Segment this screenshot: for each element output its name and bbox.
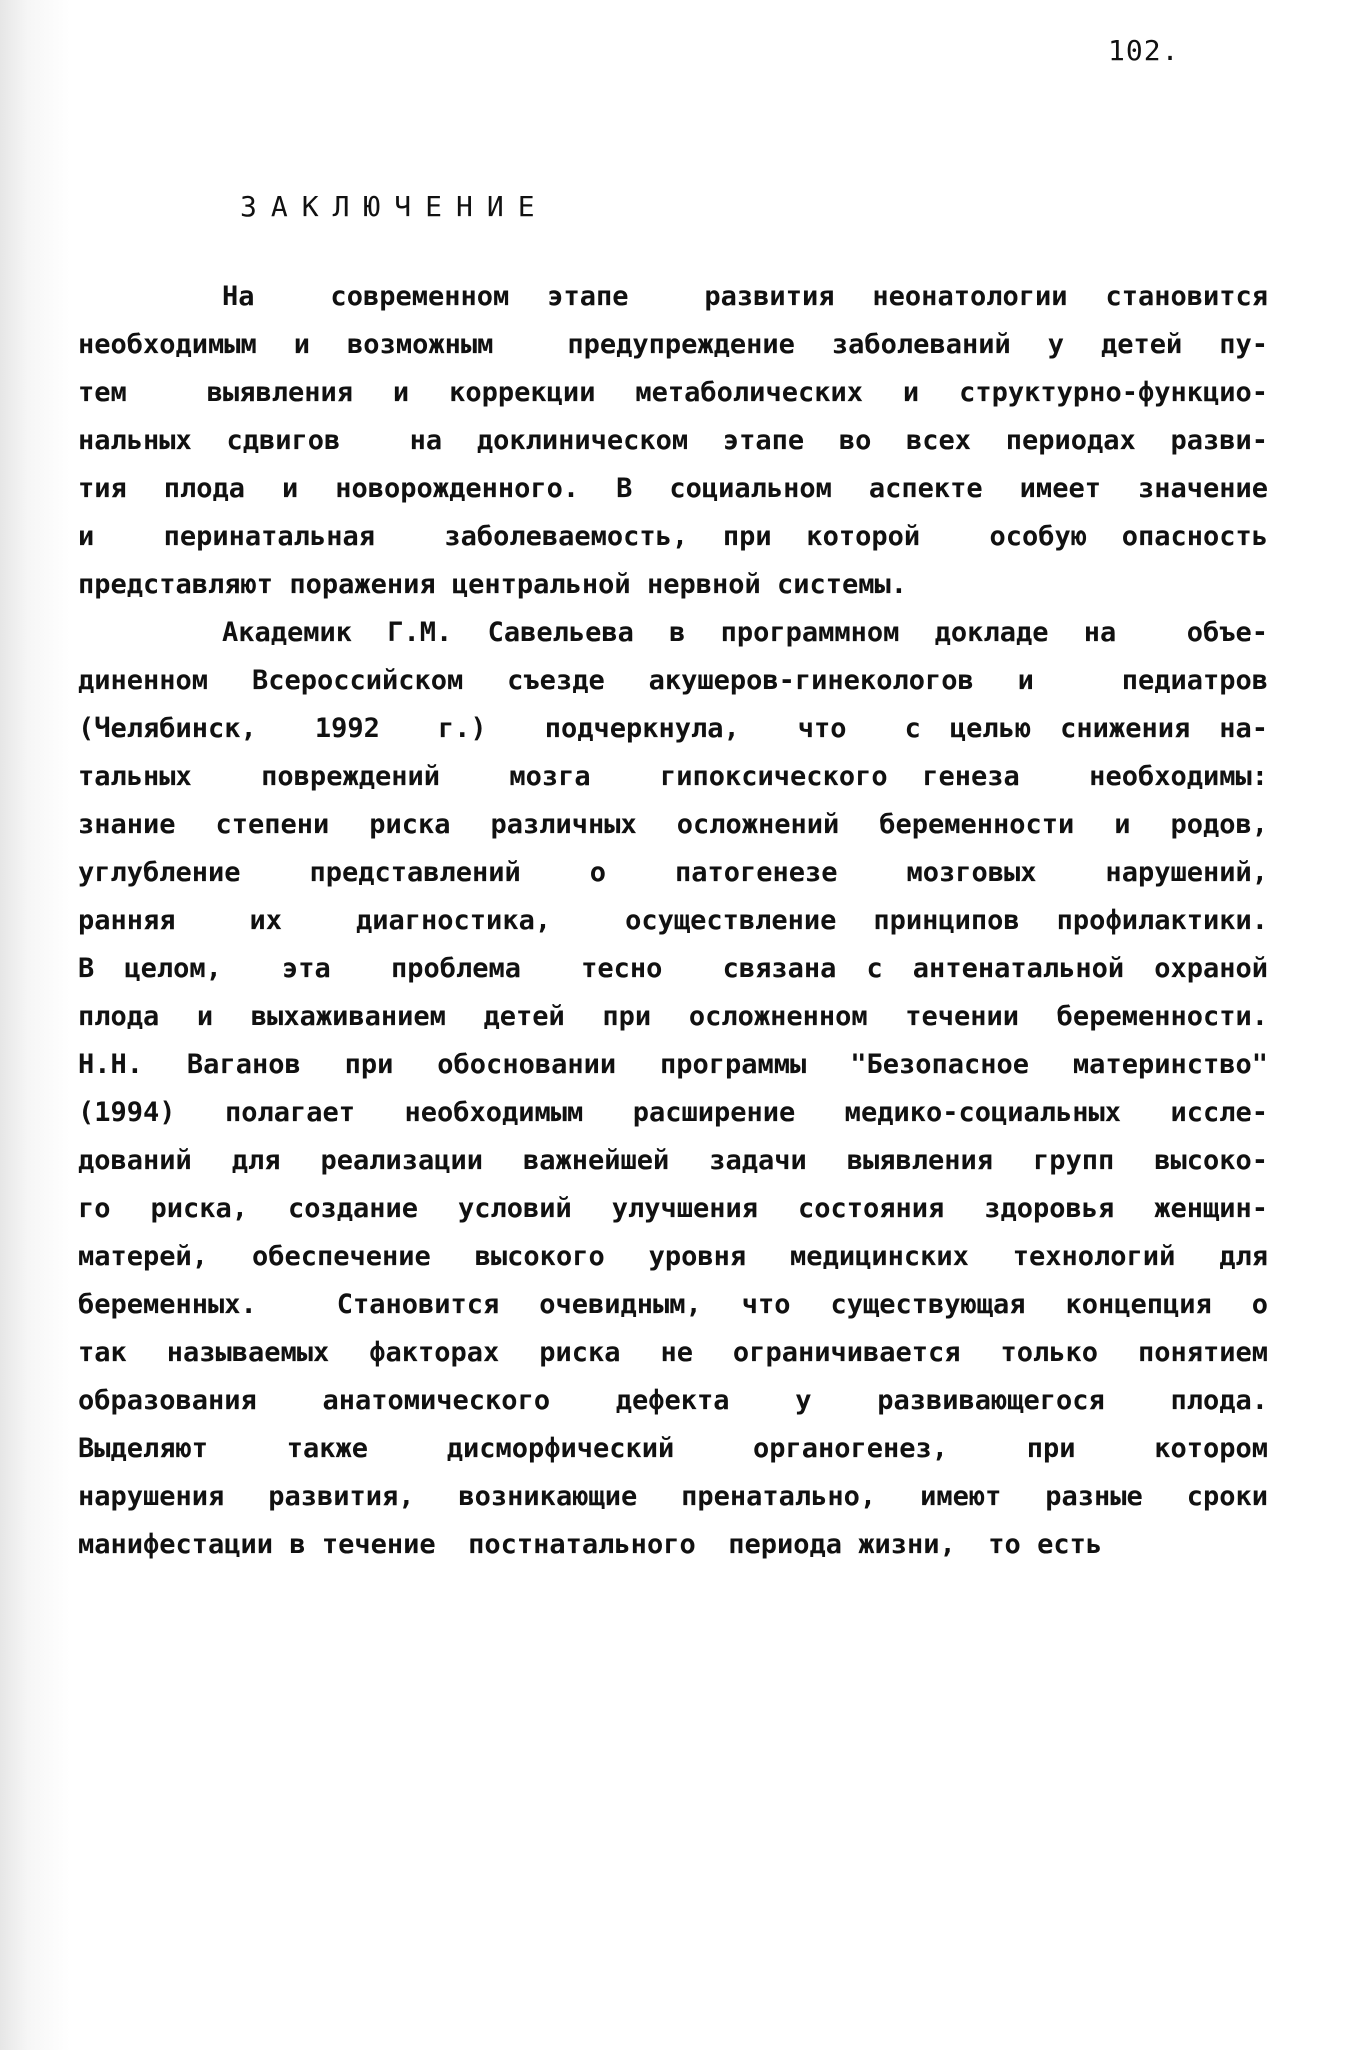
text-line: плода и выхаживанием детей при осложненном течении беременности. bbox=[78, 1001, 1268, 1032]
text-line: го риска, создание условий улучшения состояния здоровья женщин- bbox=[78, 1193, 1268, 1224]
text-line: и перинатальная заболеваемость, при которой особую опасность bbox=[78, 521, 1268, 552]
text-line: Н.Н. Ваганов при обосновании программы "Безопасное материнство" bbox=[78, 1049, 1268, 1080]
text-line: манифестации в течение постнатального периода жизни, то есть bbox=[78, 1529, 1103, 1560]
section-heading: ЗАКЛЮЧЕНИЕ bbox=[240, 190, 549, 223]
text-line: матерей, обеспечение высокого уровня медицинских технологий для bbox=[78, 1241, 1268, 1272]
text-line: диненном Всероссийском съезде акушеров-гинекологов и педиатров bbox=[78, 665, 1268, 696]
text-line: беременных. Становится очевидным, что существующая концепция о bbox=[78, 1289, 1268, 1320]
text-line: ранняя их диагностика, осуществление принципов профилактики. bbox=[78, 905, 1268, 936]
text-line: представляют поражения центральной нервной системы. bbox=[78, 569, 908, 600]
text-line: Академик Г.М. Савельева в программном докладе на объе- bbox=[222, 617, 1268, 648]
text-line: необходимым и возможным предупреждение заболеваний у детей пу- bbox=[78, 329, 1268, 360]
text-line: дований для реализации важнейшей задачи выявления групп высоко- bbox=[78, 1145, 1268, 1176]
text-line: На современном этапе развития неонатологии становится bbox=[222, 281, 1268, 312]
text-line: так называемых факторах риска не ограничивается только понятием bbox=[78, 1337, 1268, 1368]
text-line: нарушения развития, возникающие пренатально, имеют разные сроки bbox=[78, 1481, 1268, 1512]
text-line: знание степени риска различных осложнений беременности и родов, bbox=[78, 809, 1268, 840]
text-line: тия плода и новорожденного. В социальном аспекте имеет значение bbox=[78, 473, 1268, 504]
scan-edge-shadow bbox=[0, 0, 70, 2050]
text-line: тем выявления и коррекции метаболических и структурно-функцио- bbox=[78, 377, 1268, 408]
text-line: Выделяют также дисморфический органогенез, при котором bbox=[78, 1433, 1268, 1464]
text-line: образования анатомического дефекта у развивающегося плода. bbox=[78, 1385, 1268, 1416]
text-line: тальных повреждений мозга гипоксического генеза необходимы: bbox=[78, 761, 1268, 792]
text-line: (Челябинск, 1992 г.) подчеркнула, что с целью снижения на- bbox=[78, 713, 1268, 744]
page-number: 102. bbox=[1108, 34, 1180, 67]
text-line: углубление представлений о патогенезе мозговых нарушений, bbox=[78, 857, 1268, 888]
text-line: (1994) полагает необходимым расширение медико-социальных иссле- bbox=[78, 1097, 1268, 1128]
text-line: В целом, эта проблема тесно связана с антенатальной охраной bbox=[78, 953, 1268, 984]
text-line: нальных сдвигов на доклиническом этапе во всех периодах разви- bbox=[78, 425, 1268, 456]
